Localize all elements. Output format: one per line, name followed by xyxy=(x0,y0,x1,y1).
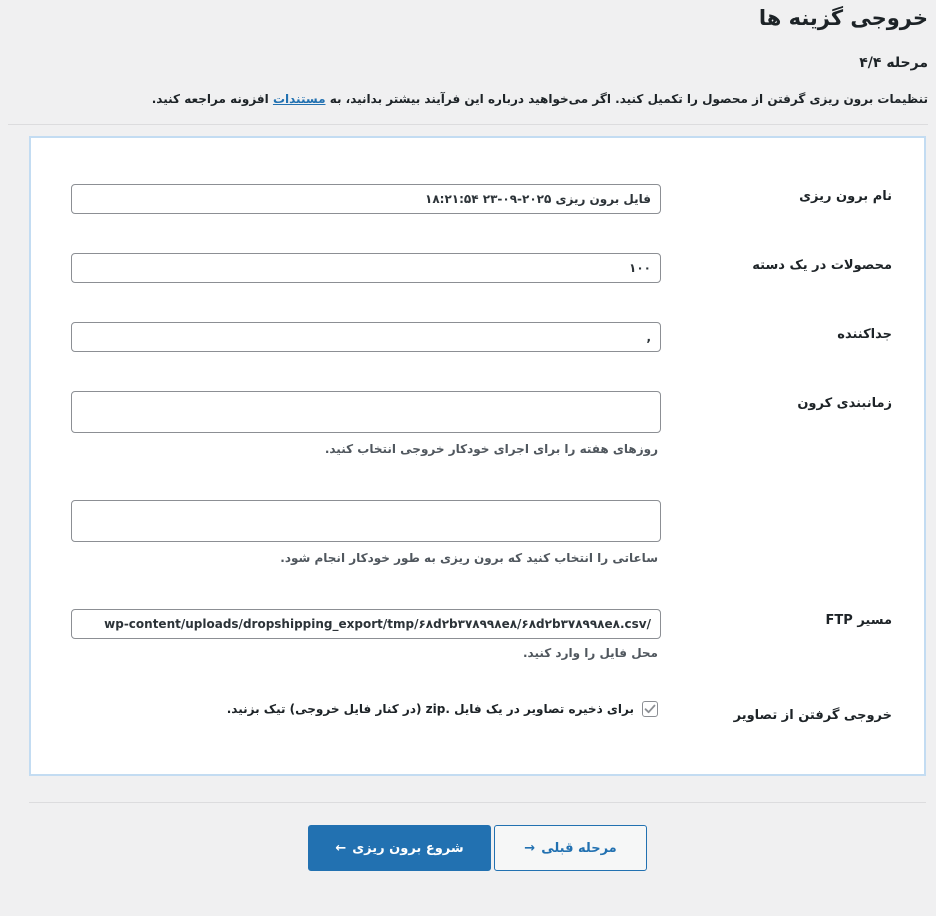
export-name-label: نام برون ریزی xyxy=(799,189,892,204)
arrow-right-icon: → xyxy=(524,840,536,856)
cron-days-hint: روزهای هفته را برای اجرای خودکار خروجی انتخاب کنید. xyxy=(324,442,658,456)
intro-text-after: افزونه مراجعه کنید. xyxy=(151,92,269,106)
cron-schedule-label: زمانبندی کرون xyxy=(797,396,892,411)
delimiter-input[interactable] xyxy=(71,322,661,352)
batch-size-value: ۱۰۰ xyxy=(629,261,651,275)
arrow-left-icon: ← xyxy=(335,840,347,856)
cron-days-select[interactable] xyxy=(71,391,661,433)
batch-size-input[interactable] xyxy=(71,253,661,283)
cron-hours-select[interactable] xyxy=(71,500,661,542)
export-images-checkbox[interactable] xyxy=(642,701,658,717)
intro-text-before: تنظیمات برون ریزی گرفتن از محصول را تکمیل کنید. اگر می‌خواهید درباره این فرآیند بیشتر بدانید، به xyxy=(329,92,928,106)
header-divider xyxy=(8,124,928,125)
export-images-checkbox-label: برای ذخیره تصاویر در یک فایل .zip (در کنار فایل خروجی) تیک بزنید. xyxy=(226,702,634,716)
footer-divider xyxy=(29,802,926,803)
export-images-label: خروجی گرفتن از تصاویر xyxy=(733,708,892,723)
ftp-path-input[interactable] xyxy=(71,609,661,639)
start-export-button[interactable] xyxy=(308,825,491,871)
delimiter-label: جداکننده xyxy=(837,327,892,342)
delimiter-value: , xyxy=(646,330,651,344)
cron-hours-hint: ساعاتی را انتخاب کنید که برون ریزی به طور خودکار انجام شود. xyxy=(280,551,658,565)
checkmark-icon xyxy=(644,703,656,715)
start-export-label: شروع برون ریزی xyxy=(352,840,464,856)
previous-step-button[interactable] xyxy=(494,825,647,871)
page-title: خروجی گزینه ها xyxy=(758,6,928,30)
previous-step-label: مرحله قبلی xyxy=(541,840,617,856)
intro-text xyxy=(152,89,928,109)
documentation-link[interactable]: مستندات xyxy=(272,92,326,106)
ftp-path-hint: محل فایل را وارد کنید. xyxy=(522,646,658,660)
export-name-value: فایل برون ریزی ۲۰۲۵-۰۹-۲۳ ۱۸:۲۱:۵۴ xyxy=(425,192,651,206)
batch-size-label: محصولات در یک دسته xyxy=(752,258,892,273)
export-name-input[interactable] xyxy=(71,184,661,214)
settings-panel xyxy=(29,136,926,776)
step-indicator: مرحله ۴/۴ xyxy=(859,55,928,71)
ftp-path-label: مسیر FTP xyxy=(825,613,892,628)
ftp-path-value: wp-content/uploads/dropshipping_export/tmp/۶۸d۲b۳۷۸۹۹۸e۸/۶۸d۲b۳۷۸۹۹۸e۸.csv/ xyxy=(104,617,651,631)
